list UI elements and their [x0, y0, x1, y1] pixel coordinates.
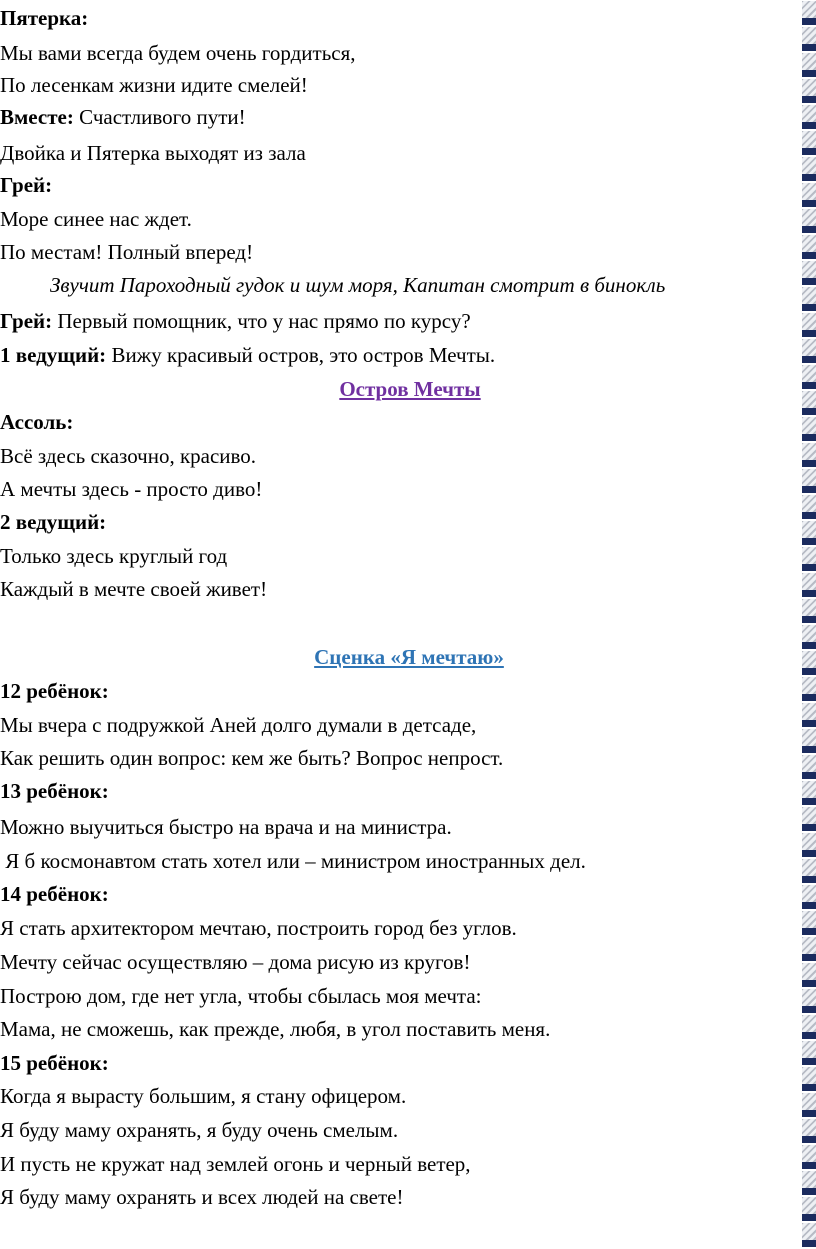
- text-line: [0, 140, 306, 166]
- line-text: Первый помощник, что у нас прямо по курсу?: [57, 309, 471, 333]
- speaker-name: Грей:: [0, 173, 53, 197]
- text-line: [0, 476, 262, 502]
- text-line: [0, 1083, 406, 1109]
- line-text: Я буду маму охранять, я буду очень смелым.: [0, 1118, 399, 1142]
- line-text: Я б космонавтом стать хотел или – министром иностранных дел.: [0, 849, 586, 873]
- line-text: Мама, не сможешь, как прежде, любя, в угол поставить меня.: [0, 1017, 551, 1041]
- section-heading: [0, 644, 816, 670]
- section-heading: [0, 376, 816, 402]
- speaker-name: Пятерка:: [0, 6, 89, 30]
- section-heading-text: Остров Мечты: [339, 377, 481, 401]
- text-line: [0, 443, 256, 469]
- speaker-line: [0, 509, 106, 535]
- speaker-name: 13 ребёнок:: [0, 779, 109, 803]
- line-text: Счастливого пути!: [79, 105, 246, 129]
- line-text: Море синее нас ждет.: [0, 207, 192, 231]
- line-text: Я стать архитектором мечтаю, построить город без углов.: [0, 916, 517, 940]
- stage-direction: [50, 272, 665, 298]
- speaker-line: [0, 1050, 109, 1076]
- text-line: [0, 915, 517, 941]
- speaker-line: [0, 342, 495, 368]
- line-text: А мечты здесь - просто диво!: [0, 477, 263, 501]
- text-line: [0, 1016, 550, 1042]
- speaker-name: 2 ведущий:: [0, 510, 107, 534]
- line-text: Вижу красивый остров, это остров Мечты.: [111, 343, 496, 367]
- line-text: Мы вчера с подружкой Аней долго думали в детсаде,: [0, 713, 477, 737]
- text-line: [0, 814, 452, 840]
- text-line: [0, 40, 356, 66]
- line-text: По лесенкам жизни идите смелей!: [0, 73, 308, 97]
- speaker-name: Ассоль:: [0, 410, 74, 434]
- text-line: [0, 1117, 398, 1143]
- speaker-name: 14 ребёнок:: [0, 882, 109, 906]
- speaker-name: Вместе:: [0, 105, 74, 129]
- text-line: [0, 848, 586, 874]
- speaker-line: [0, 409, 73, 435]
- line-text: По местам! Полный вперед!: [0, 240, 254, 264]
- speaker-line: [0, 172, 52, 198]
- text-line: [0, 206, 192, 232]
- text-line: [0, 745, 503, 771]
- text-line: [0, 239, 253, 265]
- line-text: Двойка и Пятерка выходят из зала: [0, 141, 306, 165]
- speaker-name: Грей:: [0, 309, 53, 333]
- speaker-line: [0, 881, 109, 907]
- text-line: [0, 712, 476, 738]
- speaker-line: [0, 104, 246, 130]
- section-heading-text: Сценка «Я мечтаю»: [314, 645, 504, 669]
- line-text: Только здесь круглый год: [0, 544, 228, 568]
- text-line: [0, 983, 481, 1009]
- speaker-name: 12 ребёнок:: [0, 679, 109, 703]
- speaker-line: [0, 678, 109, 704]
- text-line: [0, 1184, 403, 1210]
- line-text: Мы вами всегда будем очень гордиться,: [0, 41, 356, 65]
- text-line: [0, 1151, 471, 1177]
- speaker-name: 1 ведущий:: [0, 343, 107, 367]
- line-text: Мечту сейчас осуществляю – дома рисую из кругов!: [0, 950, 471, 974]
- text-line: [0, 576, 267, 602]
- stage-direction-text: Звучит Пароходный гудок и шум моря, Капитан смотрит в бинокль: [50, 273, 666, 297]
- line-text: Всё здесь сказочно, красиво.: [0, 444, 257, 468]
- decorative-page-border: [802, 0, 816, 1249]
- text-line: [0, 949, 470, 975]
- speaker-name: 15 ребёнок:: [0, 1051, 109, 1075]
- line-text: Можно выучиться быстро на врача и на министра.: [0, 815, 452, 839]
- line-text: Каждый в мечте своей живет!: [0, 577, 268, 601]
- speaker-line: [0, 5, 88, 31]
- line-text: Я буду маму охранять и всех людей на свете!: [0, 1185, 404, 1209]
- line-text: Когда я вырасту большим, я стану офицером.: [0, 1084, 407, 1108]
- line-text: Как решить один вопрос: кем же быть? Вопрос непрост.: [0, 746, 504, 770]
- line-text: И пусть не кружат над землей огонь и черный ветер,: [0, 1152, 471, 1176]
- text-line: [0, 72, 308, 98]
- line-text: Построю дом, где нет угла, чтобы сбылась моя мечта:: [0, 984, 482, 1008]
- speaker-line: [0, 308, 471, 334]
- speaker-line: [0, 778, 109, 804]
- text-line: [0, 543, 227, 569]
